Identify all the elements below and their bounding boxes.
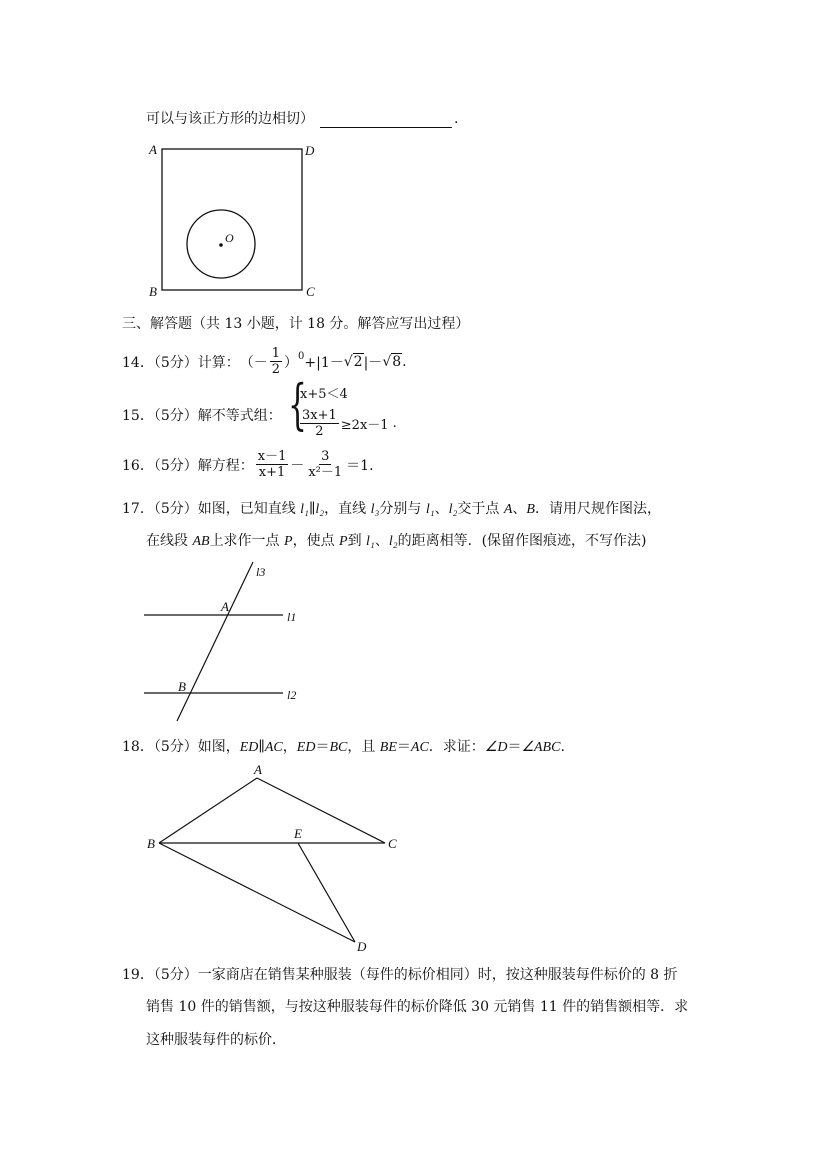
segment-BA (159, 778, 257, 843)
fraction-half: $\frac{1}{2}$ (271, 346, 281, 377)
segment-BD (159, 843, 355, 942)
label-A: A (254, 762, 262, 777)
label-C: C (388, 836, 397, 851)
question-14: 14．（5分）计算： （－ $\frac{1}{2}$ ） $^0$ +|1－ √ 2 |－ √ 8 . (122, 346, 407, 377)
question-17-line1: 17．（5分）如图，已知直线 l₁∥l₂，直线 l₃分别与 l₁、l₂交于点 A、B．请用尺规作图法， (122, 501, 661, 517)
label-A: A (149, 142, 157, 157)
label-D: D (357, 939, 367, 954)
figure-parallel-lines (140, 560, 310, 725)
label-D: D (305, 143, 315, 158)
brace: { (288, 373, 307, 436)
sqrt-sign: √ (343, 353, 353, 370)
label-l3: l3 (256, 565, 266, 579)
section-heading: 三、解答题（共 13 小题，计 18 分。解答应写出过程） (122, 316, 470, 332)
inequality-1: x+5＜4 (300, 387, 348, 402)
q13-tail-text: 可以与该正方形的边相切） (146, 111, 314, 127)
question-19-line1: 19．（5分）一家商店在销售某种服装（每件的标价相同）时，按这种服装每件标价的 8 折 (122, 967, 678, 983)
label-l2: l2 (287, 688, 297, 702)
q13-tail-line: 可以与该正方形的边相切） . (146, 111, 459, 127)
question-15-label: 15．（5分）解不等式组： (122, 408, 282, 424)
answer-blank[interactable] (320, 113, 452, 128)
label-l1: l1 (287, 610, 297, 624)
question-19-line2: 销售 10 件的销售额，与按这种服装每件的标价降低 30 元销售 11 件的销售额相等．求 (146, 999, 689, 1015)
sqrt-sign: √ (382, 353, 392, 370)
center-dot (219, 243, 223, 247)
label-B: B (149, 284, 157, 299)
line-l3 (177, 562, 253, 721)
segment-AC (257, 778, 385, 843)
question-18: 18．（5分）如图，ED∥AC，ED＝BC，且 BE＝AC．求证：∠D＝∠ABC. (122, 739, 565, 755)
question-17-line2: 在线段 AB上求作一点 P，使点 P到 l₁、l₂的距离相等．(保留作图痕迹，不写作法) (146, 533, 647, 549)
label-E: E (294, 826, 302, 841)
label-B: B (178, 679, 186, 694)
figure-triangles (140, 760, 410, 956)
question-19-line3: 这种服装每件的标价． (146, 1032, 286, 1048)
inequality-2: $\frac{3x+1}{2}$ ≥2x－1 . (302, 408, 397, 439)
label-B: B (147, 836, 155, 851)
question-16: 16．（5分）解方程： $\frac{x-1}{x+1}$ － $\frac{3}{\text{x²－1}}$ ＝1. (122, 449, 374, 480)
figure-square-circle (140, 138, 330, 303)
square (162, 149, 302, 290)
label-O: O (225, 231, 234, 245)
label-C: C (306, 284, 315, 299)
label-A: A (221, 599, 229, 614)
